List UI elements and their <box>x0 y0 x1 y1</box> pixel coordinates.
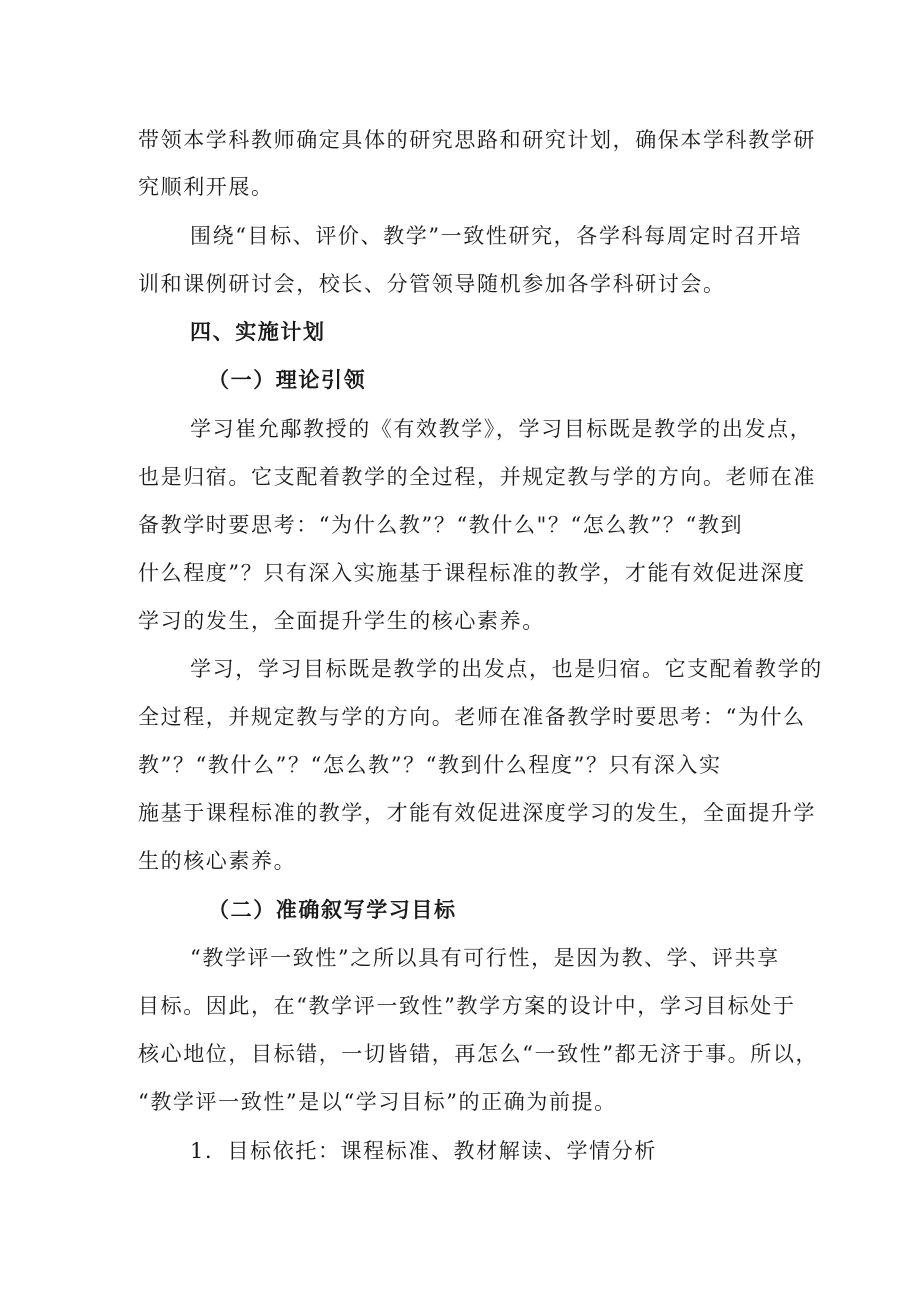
paragraph-line: 训和课例研讨会，校长、分管领导随机参加各学科研讨会。 <box>138 272 726 296</box>
paragraph-line: 围绕“目标、评价、教学”一致性研究，各学科每周定时召开培 <box>190 224 803 248</box>
paragraph-line: 全过程，并规定教与学的方向。老师在准备教学时要思考：“为什么 <box>138 705 806 729</box>
subsection-heading: （二）准确叙写学习目标 <box>208 897 457 922</box>
paragraph-line: 也是归宿。它支配着教学的全过程，并规定教与学的方向。老师在准 <box>138 465 816 489</box>
paragraph-line: 带领本学科教师确定具体的研究思路和研究计划，确保本学科教学研 <box>138 128 816 152</box>
paragraph-line: 教”？“教什么”？“怎么教”？“教到什么程度”？只有深入实 <box>138 753 722 777</box>
subsection-heading: （一）理论引领 <box>208 367 367 392</box>
paragraph-line: “教学评一致性”之所以具有可行性，是因为教、学、评共享 <box>190 946 780 970</box>
paragraph-line: 生的核心素养。 <box>138 849 297 873</box>
paragraph-line: 目标。因此，在“教学评一致性”教学方案的设计中，学习目标处于 <box>138 994 796 1018</box>
list-item: 1．目标依托：课程标准、教材解读、学情分析 <box>190 1139 657 1163</box>
paragraph-line: 学习崔允鄅教授的《有效教学》，学习目标既是教学的出发点， <box>190 417 813 441</box>
paragraph-line: 学习，学习目标既是教学的出发点，也是归宿。它支配着教学的 <box>190 657 823 681</box>
paragraph-line: 备教学时要思考：“为什么教”？“教什么"？“怎么教”？“教到 <box>138 513 744 537</box>
paragraph-line: 究顺利开展。 <box>138 175 274 199</box>
paragraph-line: 什么程度”？只有深入实施基于课程标准的教学，才能有效促进深度 <box>138 561 806 585</box>
paragraph-line: “教学评一致性”是以“学习目标”的正确为前提。 <box>138 1090 617 1114</box>
paragraph-line: 核心地位，目标错，一切皆错，再怎么“一致性”都无济于事。所以， <box>138 1042 819 1066</box>
paragraph-line: 学习的发生，全面提升学生的核心素养。 <box>138 609 545 633</box>
section-heading: 四、实施计划 <box>190 319 326 344</box>
paragraph-line: 施基于课程标准的教学，才能有效促进深度学习的发生，全面提升学 <box>138 801 816 825</box>
